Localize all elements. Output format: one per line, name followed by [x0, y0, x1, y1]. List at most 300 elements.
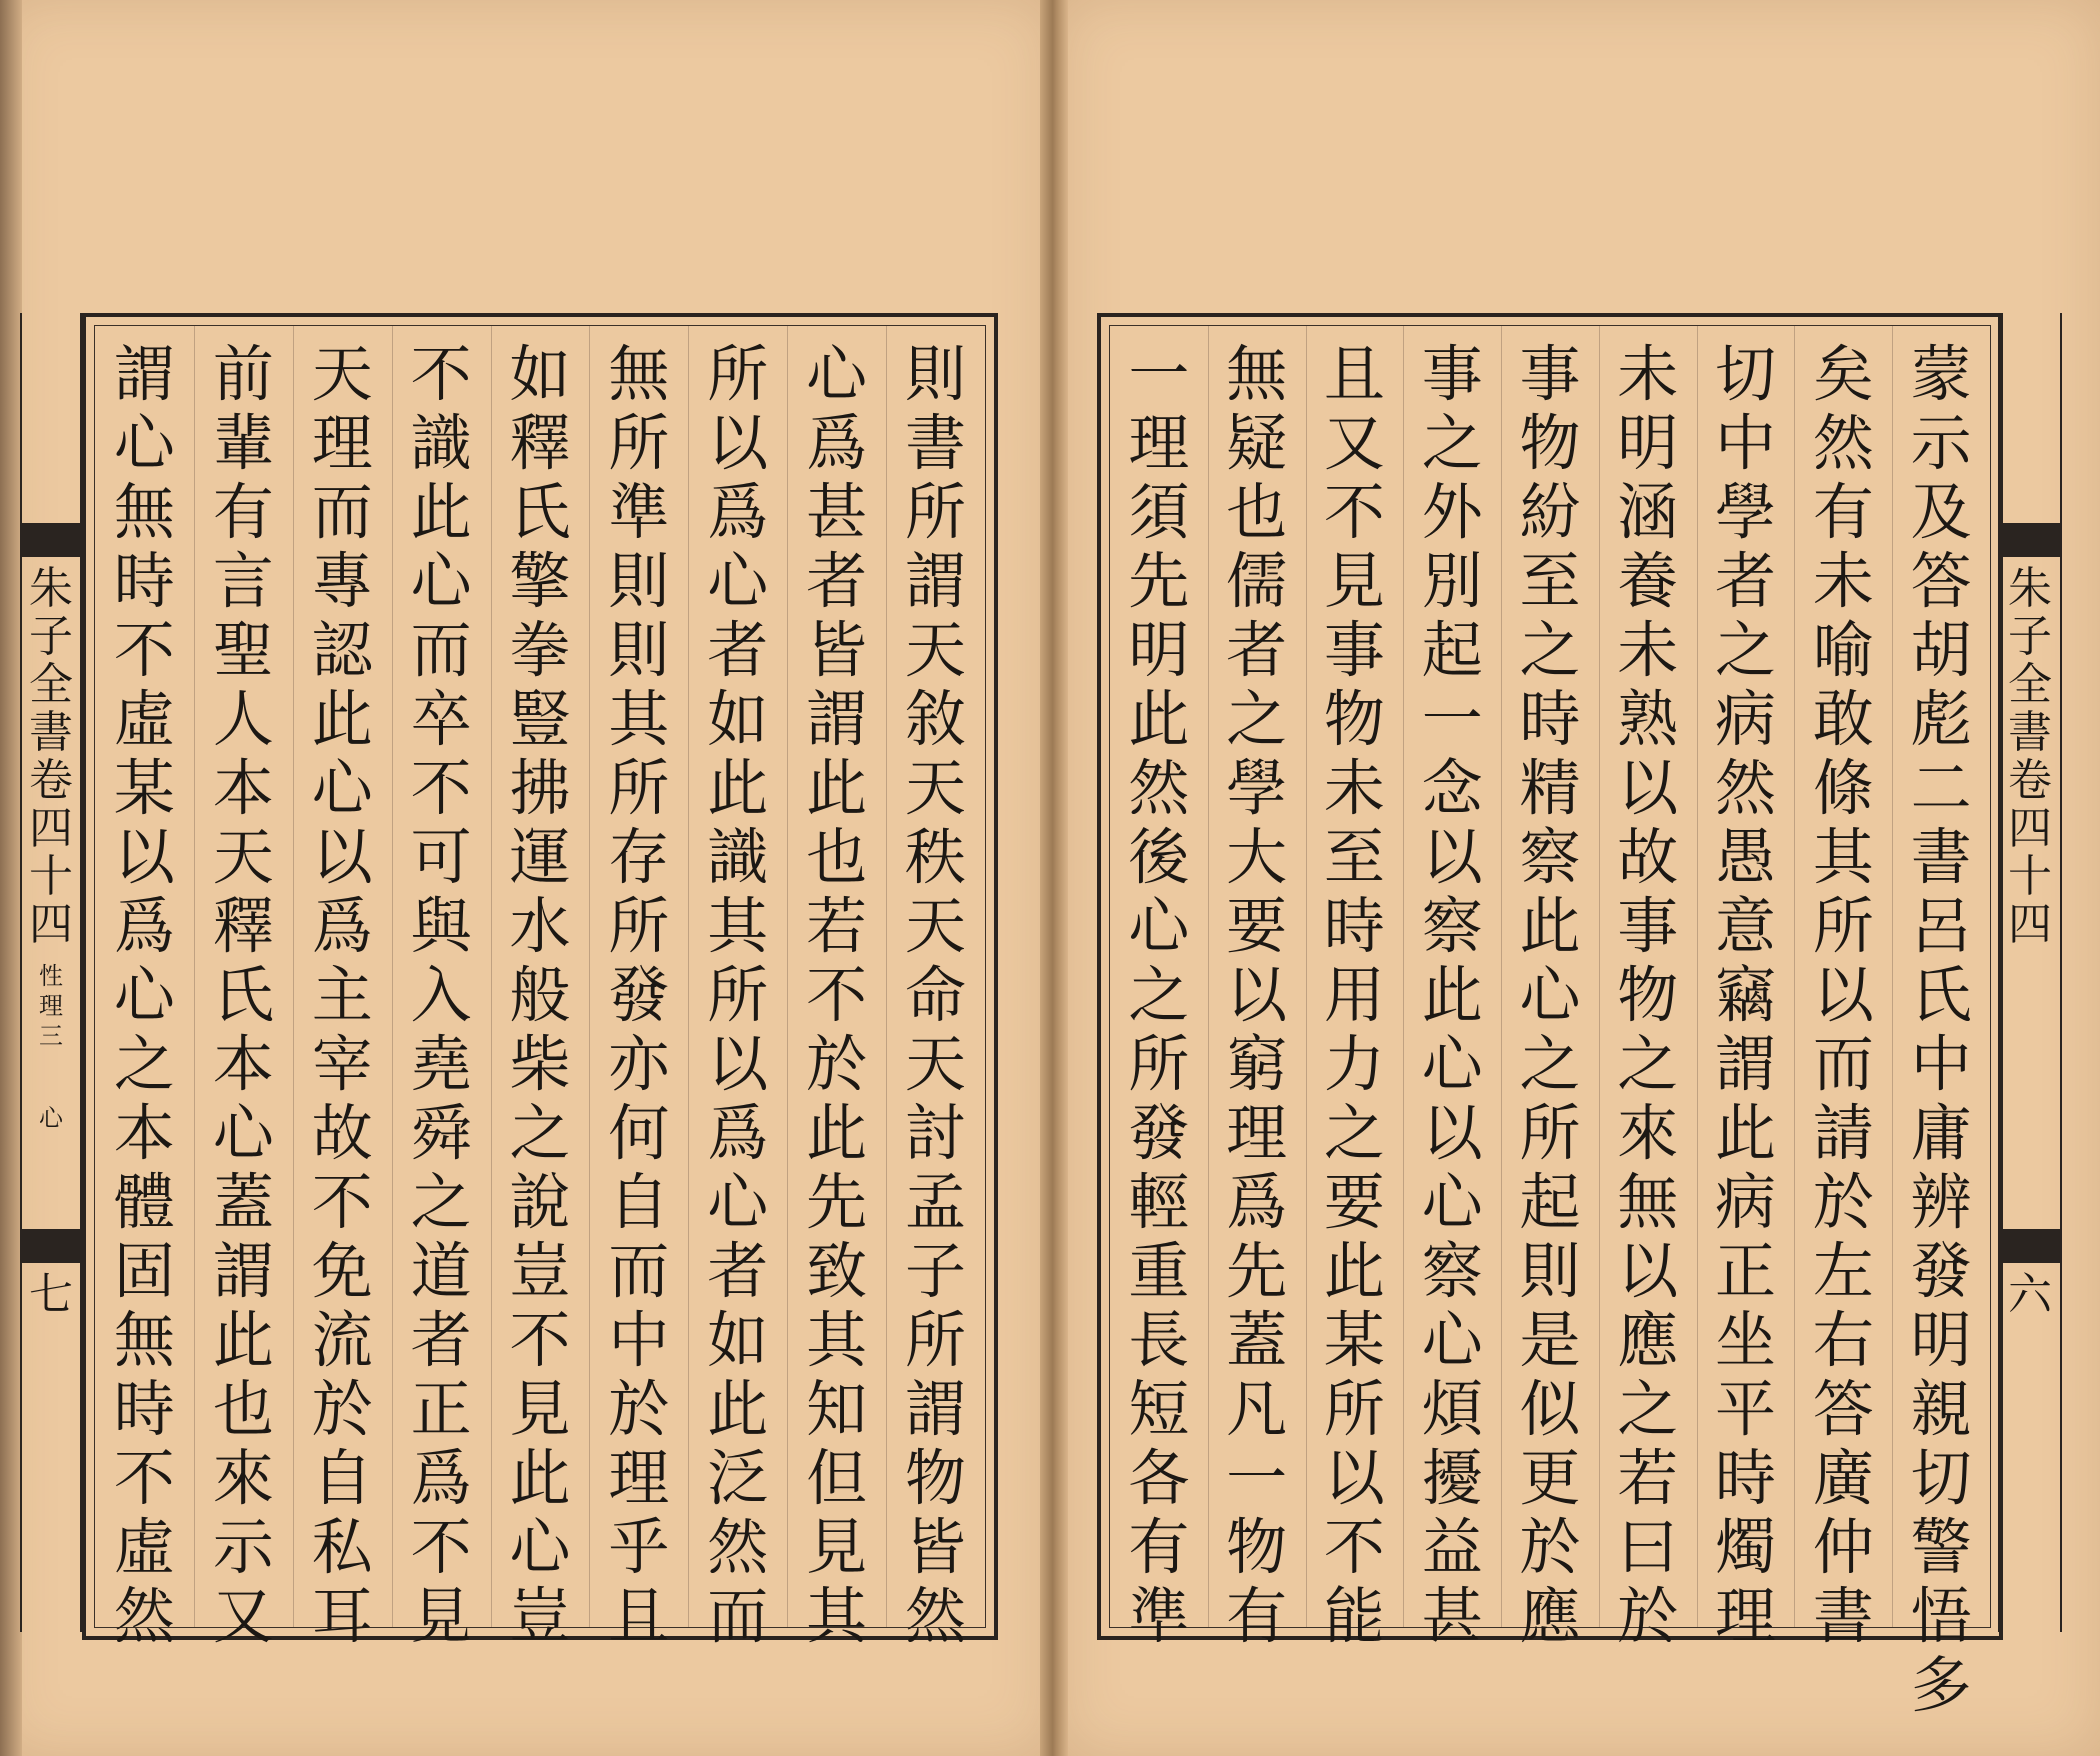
glyph: 本 [212, 1029, 274, 1100]
glyph: 認 [311, 615, 373, 686]
glyph: 無 [113, 1305, 175, 1376]
glyph: 病 [1715, 1167, 1777, 1238]
glyph: 時 [1323, 891, 1385, 962]
glyph: 時 [1715, 1443, 1777, 1514]
glyph: 但 [806, 1443, 868, 1514]
glyph: 心 [707, 546, 769, 617]
glyph: 氏 [212, 960, 274, 1031]
glyph: 謂 [212, 1236, 274, 1307]
glyph: 用 [1323, 960, 1385, 1031]
glyph: 察 [1421, 1236, 1483, 1307]
glyph: 學 [1715, 477, 1777, 548]
glyph: 燭 [1715, 1512, 1777, 1583]
glyph: 其 [1812, 822, 1874, 893]
glyph: 聖 [212, 615, 274, 686]
glyph: 心 [311, 753, 373, 824]
left-text-column [301, 339, 383, 1652]
glyph: 天 [212, 822, 274, 893]
right-text-column [1118, 339, 1200, 1652]
glyph: 一 [1226, 1443, 1288, 1514]
glyph: 之 [113, 1029, 175, 1100]
glyph: 孟 [905, 1167, 967, 1238]
column-rule [886, 326, 887, 1627]
glyph: 涵 [1617, 477, 1679, 548]
glyph: 甚 [806, 477, 868, 548]
glyph: 謂 [113, 339, 175, 410]
glyph: 然 [707, 1512, 769, 1583]
glyph: 此 [410, 477, 472, 548]
glyph: 而 [707, 1581, 769, 1652]
right-text-column [1607, 339, 1689, 1652]
glyph: 某 [113, 753, 175, 824]
glyph: 答 [1812, 1374, 1874, 1445]
spine-glyph: 六 [2008, 1269, 2052, 1320]
glyph: 所 [608, 408, 670, 479]
glyph: 自 [608, 1167, 670, 1238]
glyph: 然 [1715, 753, 1777, 824]
glyph: 各 [1128, 1443, 1190, 1514]
glyph: 長 [1128, 1305, 1190, 1376]
spine-glyph: 全 [2008, 659, 2052, 710]
glyph: 有 [1812, 477, 1874, 548]
right-page-spine [1998, 313, 2062, 1632]
glyph: 此 [1715, 1098, 1777, 1169]
glyph: 且 [608, 1581, 670, 1652]
glyph: 有 [212, 477, 274, 548]
glyph: 應 [1519, 1581, 1581, 1652]
glyph: 蓋 [212, 1167, 274, 1238]
glyph: 謂 [905, 1374, 967, 1445]
glyph: 窮 [1226, 1029, 1288, 1100]
glyph: 切 [1910, 1443, 1972, 1514]
glyph: 以 [1617, 1236, 1679, 1307]
glyph: 二 [1910, 753, 1972, 824]
glyph: 中 [1910, 1029, 1972, 1100]
glyph: 而 [608, 1236, 670, 1307]
glyph: 明 [1128, 615, 1190, 686]
glyph: 敘 [905, 684, 967, 755]
glyph: 物 [1617, 960, 1679, 1031]
spine-glyph: 書 [2008, 707, 2052, 758]
glyph: 煩 [1421, 1374, 1483, 1445]
glyph: 以 [1226, 960, 1288, 1031]
glyph: 免 [311, 1236, 373, 1307]
glyph: 不 [1323, 1512, 1385, 1583]
glyph: 來 [1617, 1098, 1679, 1169]
spine-section-label [22, 961, 80, 1051]
glyph: 也 [806, 822, 868, 893]
glyph: 來 [212, 1443, 274, 1514]
glyph: 所 [1519, 1098, 1581, 1169]
glyph: 不 [410, 339, 472, 410]
glyph: 之 [1323, 1098, 1385, 1169]
glyph: 凡 [1226, 1374, 1288, 1445]
glyph: 謂 [905, 546, 967, 617]
glyph: 時 [113, 546, 175, 617]
glyph: 愚 [1715, 822, 1777, 893]
glyph: 中 [608, 1305, 670, 1376]
glyph: 之 [1617, 1029, 1679, 1100]
glyph: 此 [311, 684, 373, 755]
glyph: 親 [1910, 1374, 1972, 1445]
glyph: 秩 [905, 822, 967, 893]
glyph: 泛 [707, 1443, 769, 1514]
glyph: 若 [806, 891, 868, 962]
left-text-frame [82, 313, 998, 1652]
glyph: 者 [1715, 546, 1777, 617]
glyph: 所 [1323, 1374, 1385, 1445]
glyph: 先 [806, 1167, 868, 1238]
glyph: 準 [608, 477, 670, 548]
glyph: 宰 [311, 1029, 373, 1100]
glyph: 至 [1323, 822, 1385, 893]
glyph: 無 [113, 477, 175, 548]
glyph: 明 [1617, 408, 1679, 479]
glyph: 爲 [311, 891, 373, 962]
glyph: 切 [1715, 339, 1777, 410]
glyph: 胡 [1910, 615, 1972, 686]
glyph: 故 [311, 1098, 373, 1169]
glyph: 示 [1910, 408, 1972, 479]
glyph: 輕 [1128, 1167, 1190, 1238]
glyph: 所 [608, 891, 670, 962]
glyph: 不 [806, 960, 868, 1031]
glyph: 舜 [410, 1098, 472, 1169]
glyph: 識 [707, 822, 769, 893]
glyph: 所 [608, 753, 670, 824]
glyph: 此 [1421, 960, 1483, 1031]
left-text-column [103, 339, 185, 1652]
spine-page-number [22, 1271, 80, 1319]
glyph: 爲 [113, 891, 175, 962]
glyph: 左 [1812, 1236, 1874, 1307]
glyph: 準 [1128, 1581, 1190, 1652]
glyph: 心 [707, 1167, 769, 1238]
glyph: 所 [707, 960, 769, 1031]
glyph: 於 [1519, 1512, 1581, 1583]
glyph: 及 [1910, 477, 1972, 548]
glyph: 多 [1910, 1650, 1972, 1721]
left-page-spine [20, 313, 82, 1632]
glyph: 理 [1715, 1581, 1777, 1652]
column-rule [491, 326, 492, 1627]
glyph: 悟 [1910, 1581, 1972, 1652]
right-text-column [1216, 339, 1298, 1652]
spine-glyph: 三 [39, 1022, 63, 1050]
column-rule [1501, 326, 1502, 1627]
glyph: 見 [806, 1512, 868, 1583]
left-text-column [796, 339, 878, 1652]
glyph: 見 [509, 1374, 571, 1445]
column-rule [787, 326, 788, 1627]
glyph: 此 [707, 753, 769, 824]
fishtail-mark-top [22, 523, 80, 557]
left-text-column [202, 339, 284, 1652]
glyph: 人 [212, 684, 274, 755]
glyph: 之 [410, 1167, 472, 1238]
glyph: 以 [707, 1029, 769, 1100]
glyph: 物 [1226, 1512, 1288, 1583]
glyph: 理 [311, 408, 373, 479]
glyph: 以 [1617, 753, 1679, 824]
glyph: 前 [212, 339, 274, 410]
glyph: 皆 [806, 615, 868, 686]
glyph: 中 [1715, 408, 1777, 479]
left-text-column [499, 339, 581, 1652]
spine-glyph: 性 [39, 962, 63, 990]
glyph: 如 [509, 339, 571, 410]
glyph: 則 [905, 339, 967, 410]
glyph: 後 [1128, 822, 1190, 893]
glyph: 者 [806, 546, 868, 617]
spine-glyph: 理 [39, 992, 63, 1020]
glyph: 豎 [509, 684, 571, 755]
spine-glyph: 十 [2008, 851, 2052, 902]
glyph: 發 [1128, 1098, 1190, 1169]
glyph: 示 [212, 1512, 274, 1583]
column-rule [1697, 326, 1698, 1627]
glyph: 此 [1128, 684, 1190, 755]
glyph: 之 [509, 1098, 571, 1169]
glyph: 有 [1226, 1581, 1288, 1652]
glyph: 物 [905, 1443, 967, 1514]
spine-glyph: 朱 [2008, 563, 2052, 614]
glyph: 者 [707, 1236, 769, 1307]
glyph: 心 [1421, 1029, 1483, 1100]
spine-glyph: 四 [2008, 803, 2052, 854]
glyph: 卒 [410, 684, 472, 755]
glyph: 物 [1519, 408, 1581, 479]
glyph: 須 [1128, 477, 1190, 548]
glyph: 謂 [1715, 1029, 1777, 1100]
glyph: 蒙 [1910, 339, 1972, 410]
glyph: 以 [113, 822, 175, 893]
glyph: 之 [1519, 615, 1581, 686]
glyph: 心 [113, 408, 175, 479]
glyph: 故 [1617, 822, 1679, 893]
glyph: 能 [1323, 1581, 1385, 1652]
glyph: 本 [113, 1098, 175, 1169]
glyph: 如 [707, 684, 769, 755]
glyph: 與 [410, 891, 472, 962]
glyph: 別 [1421, 546, 1483, 617]
right-text-column [1313, 339, 1395, 1652]
glyph: 大 [1226, 822, 1288, 893]
glyph: 則 [1519, 1236, 1581, 1307]
glyph: 若 [1617, 1443, 1679, 1514]
right-text-area [1109, 325, 1991, 1721]
glyph: 其 [707, 891, 769, 962]
glyph: 者 [1226, 615, 1288, 686]
glyph: 不 [410, 753, 472, 824]
glyph: 先 [1226, 1236, 1288, 1307]
spine-page-number [2000, 1271, 2060, 1319]
glyph: 子 [905, 1236, 967, 1307]
spine-topic-label [22, 1103, 80, 1133]
glyph: 亦 [608, 1029, 670, 1100]
column-rule [589, 326, 590, 1627]
spine-glyph: 四 [29, 803, 73, 854]
glyph: 先 [1128, 546, 1190, 617]
glyph: 拳 [509, 615, 571, 686]
glyph: 心 [509, 1512, 571, 1583]
glyph: 所 [707, 339, 769, 410]
column-rule [293, 326, 294, 1627]
glyph: 然 [1812, 408, 1874, 479]
glyph: 心 [113, 960, 175, 1031]
fishtail-mark-bottom [22, 1229, 80, 1263]
glyph: 以 [1421, 1098, 1483, 1169]
glyph: 竊 [1715, 960, 1777, 1031]
glyph: 病 [1715, 684, 1777, 755]
left-text-column [598, 339, 680, 1652]
glyph: 也 [212, 1374, 274, 1445]
glyph: 其 [806, 1305, 868, 1376]
glyph: 書 [905, 408, 967, 479]
glyph: 心 [1519, 960, 1581, 1031]
glyph: 無 [608, 339, 670, 410]
glyph: 理 [1226, 1098, 1288, 1169]
glyph: 仲 [1812, 1512, 1874, 1583]
glyph: 爲 [410, 1443, 472, 1514]
glyph: 言 [212, 546, 274, 617]
glyph: 氏 [509, 477, 571, 548]
spine-book-title [22, 565, 80, 949]
glyph: 之 [1715, 615, 1777, 686]
glyph: 力 [1323, 1029, 1385, 1100]
glyph: 者 [707, 615, 769, 686]
glyph: 爲 [707, 477, 769, 548]
glyph: 條 [1812, 753, 1874, 824]
glyph: 又 [212, 1581, 274, 1652]
spine-glyph: 十 [29, 851, 73, 902]
glyph: 識 [410, 408, 472, 479]
glyph: 天 [905, 615, 967, 686]
glyph: 重 [1128, 1236, 1190, 1307]
right-text-column [1509, 339, 1591, 1652]
glyph: 然 [905, 1581, 967, 1652]
spine-glyph: 書 [29, 707, 73, 758]
glyph: 於 [1812, 1167, 1874, 1238]
book-gutter [1040, 0, 1068, 1756]
spine-glyph: 子 [2008, 611, 2052, 662]
glyph: 物 [1323, 684, 1385, 755]
glyph: 氏 [1910, 960, 1972, 1031]
glyph: 某 [1323, 1305, 1385, 1376]
glyph: 者 [410, 1305, 472, 1376]
glyph: 之 [1617, 1374, 1679, 1445]
glyph: 矣 [1812, 339, 1874, 410]
glyph: 心 [212, 1098, 274, 1169]
glyph: 然 [1128, 753, 1190, 824]
left-text-area [94, 325, 986, 1652]
glyph: 更 [1519, 1443, 1581, 1514]
glyph: 耳 [311, 1581, 373, 1652]
glyph: 水 [509, 891, 571, 962]
glyph: 以 [1323, 1443, 1385, 1514]
spine-glyph: 七 [29, 1269, 73, 1320]
glyph: 無 [1226, 339, 1288, 410]
glyph: 其 [608, 684, 670, 755]
glyph: 私 [311, 1512, 373, 1583]
glyph: 般 [509, 960, 571, 1031]
glyph: 專 [311, 546, 373, 617]
glyph: 意 [1715, 891, 1777, 962]
column-rule [1892, 326, 1893, 1627]
glyph: 彪 [1910, 684, 1972, 755]
spine-glyph: 子 [29, 611, 73, 662]
glyph: 本 [212, 753, 274, 824]
column-rule [1208, 326, 1209, 1627]
glyph: 正 [410, 1374, 472, 1445]
glyph: 事 [1323, 615, 1385, 686]
glyph: 虛 [113, 684, 175, 755]
glyph: 起 [1421, 615, 1483, 686]
glyph: 無 [1617, 1167, 1679, 1238]
glyph: 豈 [509, 1581, 571, 1652]
right-text-column [1900, 339, 1982, 1721]
glyph: 至 [1519, 546, 1581, 617]
glyph: 未 [1617, 615, 1679, 686]
spine-glyph: 四 [2008, 899, 2052, 950]
glyph: 察 [1421, 891, 1483, 962]
glyph: 起 [1519, 1167, 1581, 1238]
glyph: 明 [1910, 1305, 1972, 1376]
glyph: 一 [1421, 684, 1483, 755]
glyph: 正 [1715, 1236, 1777, 1307]
right-text-column [1411, 339, 1493, 1652]
glyph: 於 [806, 1029, 868, 1100]
glyph: 釋 [212, 891, 274, 962]
glyph: 不 [1323, 477, 1385, 548]
glyph: 之 [1421, 408, 1483, 479]
glyph: 似 [1519, 1374, 1581, 1445]
glyph: 有 [1128, 1512, 1190, 1583]
glyph: 曰 [1617, 1512, 1679, 1583]
glyph: 之 [1128, 960, 1190, 1031]
glyph: 不 [410, 1512, 472, 1583]
column-rule [688, 326, 689, 1627]
glyph: 且 [1323, 339, 1385, 410]
glyph: 說 [509, 1167, 571, 1238]
glyph: 此 [509, 1443, 571, 1514]
glyph: 發 [608, 960, 670, 1031]
glyph: 書 [1812, 1581, 1874, 1652]
glyph: 柴 [509, 1029, 571, 1100]
glyph: 念 [1421, 753, 1483, 824]
glyph: 養 [1617, 546, 1679, 617]
right-text-column [1705, 339, 1787, 1652]
glyph: 未 [1617, 339, 1679, 410]
glyph: 不 [113, 615, 175, 686]
glyph: 何 [608, 1098, 670, 1169]
glyph: 紛 [1519, 477, 1581, 548]
glyph: 皆 [905, 1512, 967, 1583]
glyph: 此 [1323, 1236, 1385, 1307]
glyph: 爲 [806, 408, 868, 479]
glyph: 可 [410, 822, 472, 893]
glyph: 要 [1226, 891, 1288, 962]
glyph: 於 [608, 1374, 670, 1445]
glyph: 答 [1910, 546, 1972, 617]
glyph: 心 [410, 546, 472, 617]
spine-glyph: 卷 [29, 755, 73, 806]
glyph: 天 [311, 339, 373, 410]
glyph: 書 [1910, 822, 1972, 893]
glyph: 此 [806, 753, 868, 824]
glyph: 則 [608, 546, 670, 617]
glyph: 事 [1519, 339, 1581, 410]
